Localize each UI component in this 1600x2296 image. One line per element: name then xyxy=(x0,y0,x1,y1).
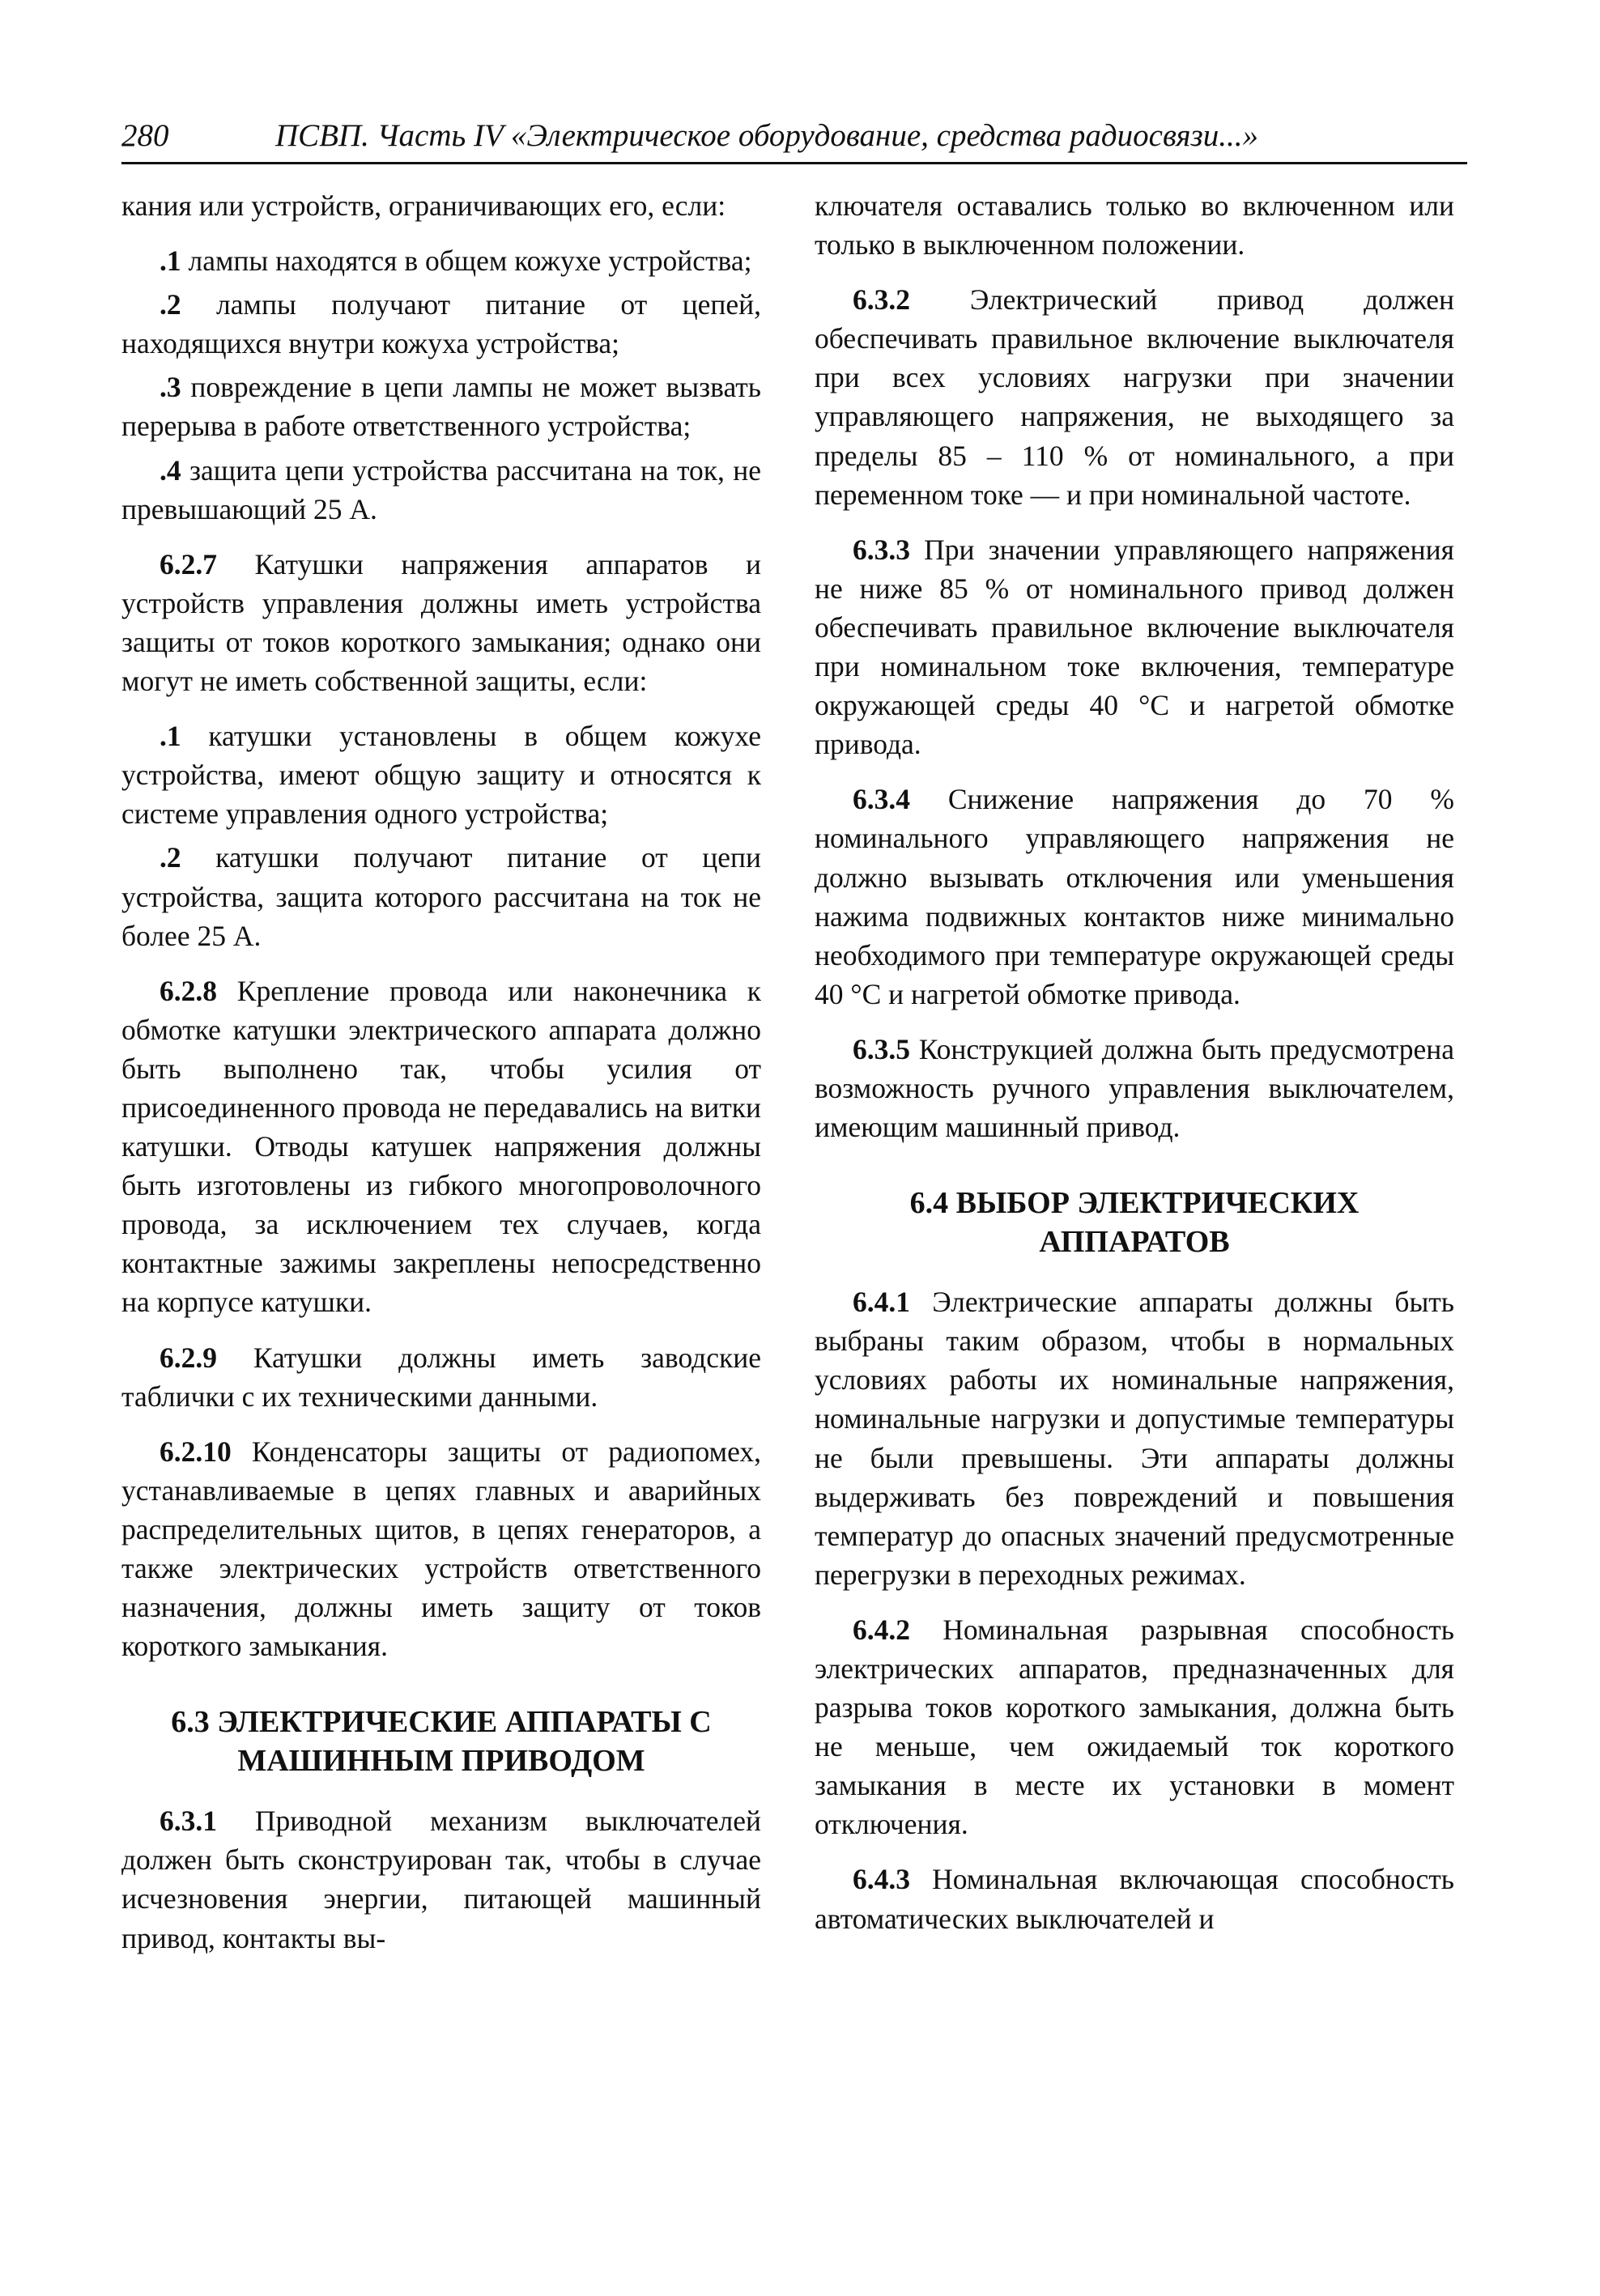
paragraph-6-3-1 xyxy=(121,1801,761,1957)
right-column xyxy=(815,186,1454,1954)
list-item xyxy=(121,241,761,280)
clause-text: Катушки напряжения аппаратов и устройств управления должны иметь устройства защиты от токов короткого замыкания; однако они могут не иметь собственной защиты, если: xyxy=(121,547,761,698)
clause-text: Номинальная включающая способность автоматических выключателей и xyxy=(815,1863,1454,1935)
item-text: катушки установлены в общем кожухе устройства, имеют общую защиту и относятся к системе управления одного устройства; xyxy=(121,720,761,831)
paragraph-6-3-4 xyxy=(815,780,1454,1014)
clause-text: Номинальная разрывная способность электрических аппаратов, предназначенных для разрыва токов короткого замыкания, должна быть не меньше, чем ожидаемый ток короткого замыкания в месте их установки в момент отключения. xyxy=(815,1613,1454,1841)
clause-text: Электрический привод должен обеспечивать правильное включение выключателя при всех условиях нагрузки при значении управляющего напряжения, не выходящего за пределы 85 – 110 % от номинального, а при переменном токе — и при номинальной частоте. xyxy=(815,283,1454,511)
paragraph-6-3-5 xyxy=(815,1030,1454,1146)
header-title: ПСВП. Часть IV «Электрическое оборудование, средства радиосвязи...» xyxy=(275,118,1258,153)
paragraph-6-4-2 xyxy=(815,1610,1454,1844)
clause-text: Конструкцией должна быть предусмотрена возможность ручного управления выключателем, имеющим машинный привод. xyxy=(815,1032,1454,1144)
list-item xyxy=(121,285,761,363)
clause-text: Приводной механизм выключателей должен быть сконструирован так, чтобы в случае исчезновения энергии, питающей машинный привод, контакты вы- xyxy=(121,1805,761,1954)
item-text: повреждение в цепи лампы не может вызвать перерыва в работе ответственного устройства; xyxy=(121,371,761,443)
clause-number: 6.2.10 xyxy=(160,1435,232,1468)
clause-number: 6.2.7 xyxy=(160,547,217,580)
item-number: .2 xyxy=(160,288,181,321)
clause-number: 6.3.4 xyxy=(853,783,910,816)
clause-text: Конденсаторы защиты от радиопомех, устанавливаемые в цепях главных и аварийных распределительных щитов, в цепях генераторов, а также электрических устройств ответственного назначения, должны иметь защиту от токов короткого замыкания. xyxy=(121,1435,761,1663)
item-text: лампы находятся в общем кожухе устройства; xyxy=(181,244,752,278)
item-number: .1 xyxy=(160,720,181,753)
clause-text: Крепление провода или наконечника к обмотке катушки электрического аппарата должно быть выполнено так, чтобы усилия от присоединенного провода не передавались на витки катушки. Отводы катушек напряжения должны быть изготовлены из гибкого многопроволочного провода, за исключением тех случаев, когда контактные зажимы закреплены непосредственно на корпусе катушки. xyxy=(121,974,761,1319)
clause-number: 6.4.3 xyxy=(853,1863,910,1896)
clause-number: 6.3.2 xyxy=(853,283,910,317)
item-text: лампы получают питание от цепей, находящихся внутри кожуха устройства; xyxy=(121,288,761,360)
item-number: .3 xyxy=(160,371,181,404)
paragraph-6-4-1 xyxy=(815,1282,1454,1594)
page-number: 280 xyxy=(121,118,169,153)
list-item xyxy=(121,716,761,833)
paragraph-6-2-10 xyxy=(121,1432,761,1666)
running-header xyxy=(121,112,1467,164)
item-number: .2 xyxy=(160,841,181,874)
paragraph-continuation: ключателя оставались только во включенном или только в выключенном положении. xyxy=(815,189,1454,261)
section-heading-6-4: 6.4 ВЫБОР ЭЛЕКТРИЧЕСКИХ АППАРАТОВ xyxy=(909,1186,1360,1260)
paragraph-6-2-7 xyxy=(121,545,761,700)
paragraph-6-4-3 xyxy=(815,1860,1454,1937)
paragraph-6-2-9 xyxy=(121,1338,761,1416)
clause-number: 6.4.2 xyxy=(853,1613,910,1646)
list-item xyxy=(121,451,761,529)
clause-text: Электрические аппараты должны быть выбраны таким образом, чтобы в нормальных условиях работы их номинальные напряжения, номинальные нагрузки и допустимые температуры не были превышены. Эти аппараты должны выдерживать без повреждений и повышения температур до опасных значений предусмотренные перегрузки в переходных режимах. xyxy=(815,1286,1454,1591)
clause-number: 6.2.9 xyxy=(160,1341,217,1374)
list-item xyxy=(121,838,761,955)
paragraph-6-3-2 xyxy=(815,280,1454,514)
section-heading-6-3: 6.3 ЭЛЕКТРИЧЕСКИЕ АППАРАТЫ С МАШИННЫМ ПРИВОДОМ xyxy=(171,1705,712,1779)
list-item xyxy=(121,368,761,445)
clause-number: 6.3.5 xyxy=(853,1032,910,1065)
clause-number: 6.2.8 xyxy=(160,974,217,1007)
clause-number: 6.3.1 xyxy=(160,1805,217,1838)
paragraph-6-2-8 xyxy=(121,972,761,1322)
paragraph-6-3-3 xyxy=(815,530,1454,764)
clause-text: Катушки должны иметь заводские таблички с их техническими данными. xyxy=(121,1341,761,1413)
left-column xyxy=(121,186,761,1974)
item-number: .1 xyxy=(160,244,181,278)
item-text: катушки получают питание от цепи устройства, защита которого рассчитана на ток не более 25 А. xyxy=(121,841,761,952)
paragraph-continuation: кания или устройств, ограничивающих его, если: xyxy=(121,189,726,222)
clause-number: 6.4.1 xyxy=(853,1286,910,1319)
clause-text: Снижение напряжения до 70 % номинального управляющего напряжения не должно вызывать отключения или уменьшения нажима подвижных контактов ниже минимально необходимого при температуре окружающей среды 40 °С и нагретой обмотке привода. xyxy=(815,783,1454,1010)
item-number: .4 xyxy=(160,453,181,487)
item-text: защита цепи устройства рассчитана на ток, не превышающий 25 А. xyxy=(121,453,761,525)
clause-text: При значении управляющего напряжения не ниже 85 % от номинального привод должен обеспечивать правильное включение выключателя при номинальном токе включения, температуре окружающей среды 40 °С и нагретой обмотке привода. xyxy=(815,533,1454,761)
clause-number: 6.3.3 xyxy=(853,533,910,566)
